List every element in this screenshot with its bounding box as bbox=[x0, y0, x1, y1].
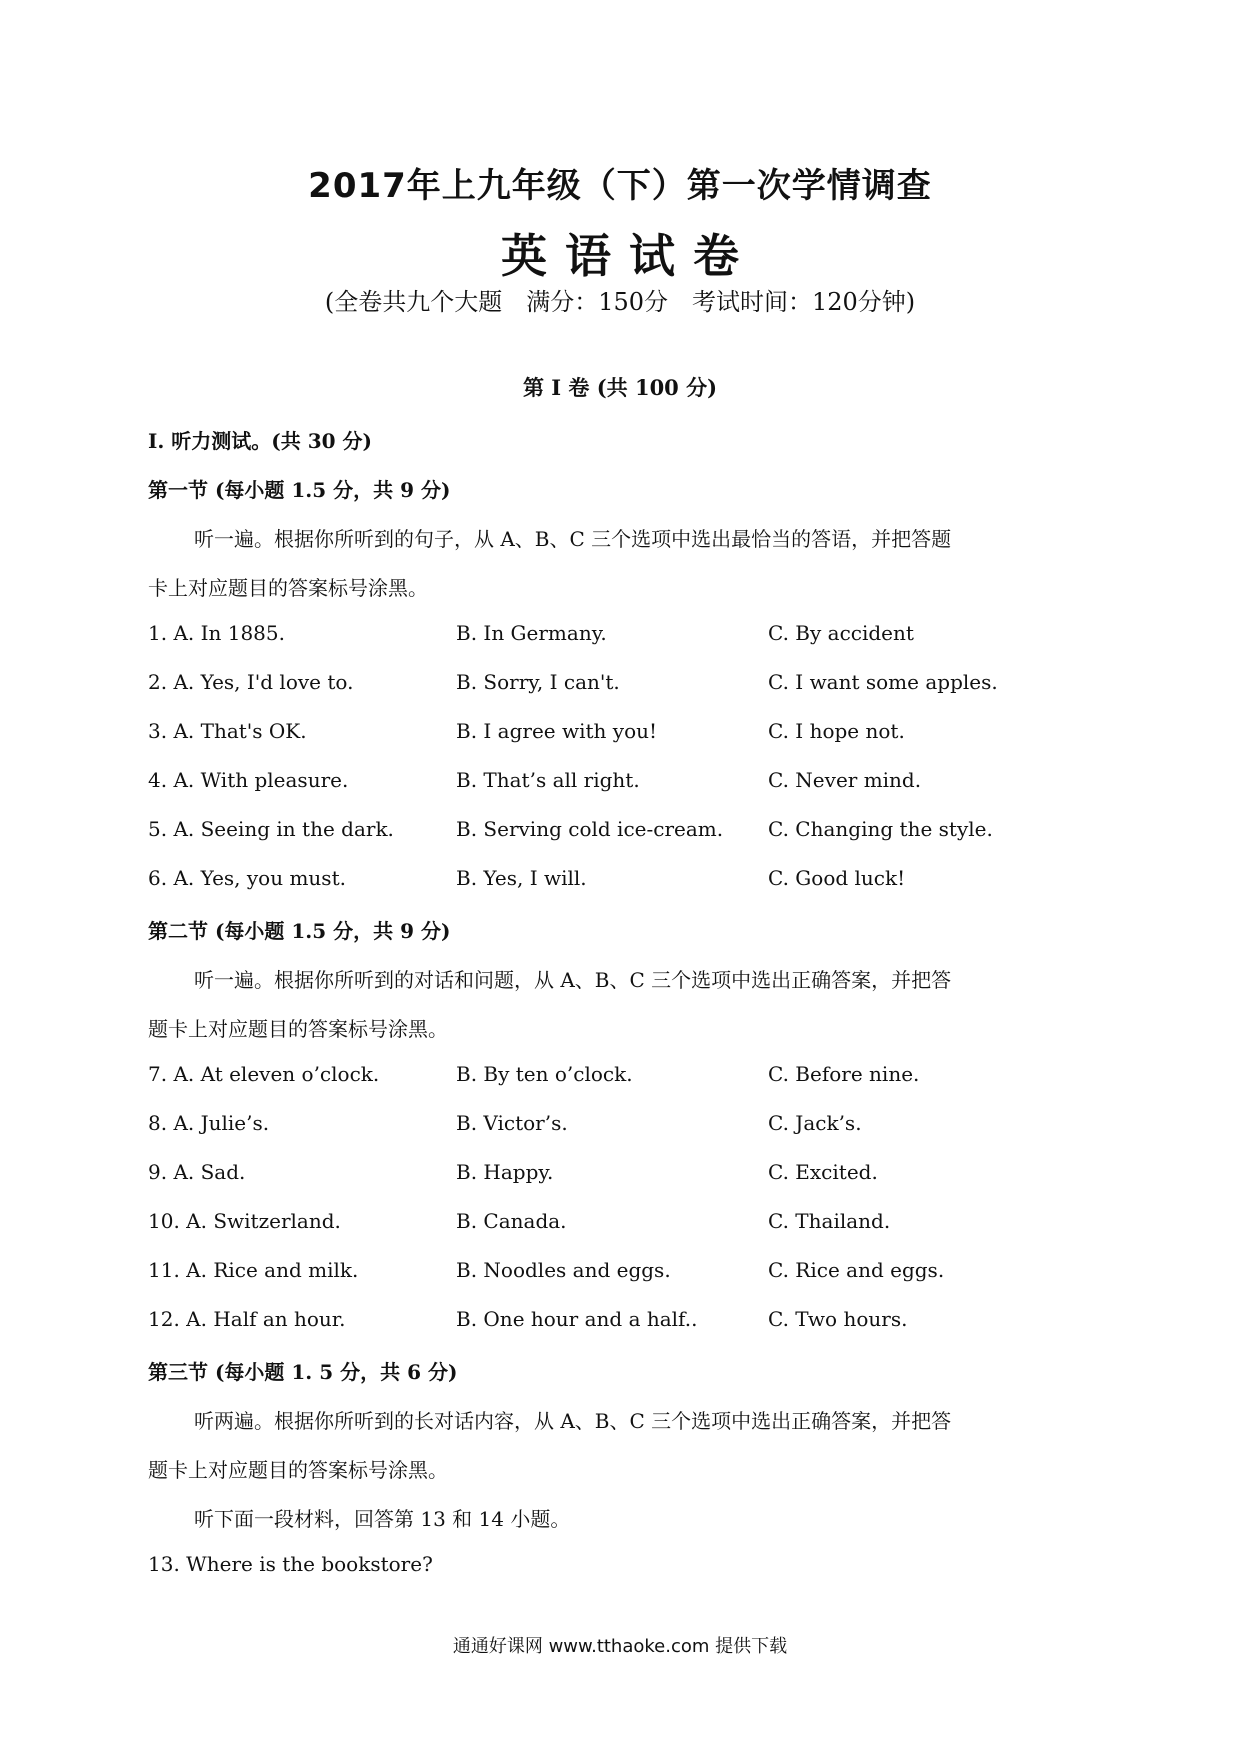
question-row bbox=[148, 1209, 1148, 1237]
option-a: 11. A. Rice and milk. bbox=[148, 1258, 359, 1282]
option-c: C. Changing the style. bbox=[768, 817, 993, 841]
question-row bbox=[148, 1160, 1148, 1188]
option-b: B. Noodles and eggs. bbox=[456, 1258, 671, 1282]
question-row bbox=[148, 817, 1148, 845]
option-a: 5. A. Seeing in the dark. bbox=[148, 817, 394, 841]
option-a: 7. A. At eleven o’clock. bbox=[148, 1062, 380, 1086]
option-b: B. In Germany. bbox=[456, 621, 607, 645]
question-row bbox=[148, 670, 1148, 698]
section2-heading: 第二节 (每小题 1.5 分，共 9 分) bbox=[148, 919, 451, 943]
section2-instruction-cont: 题卡上对应题目的答案标号涂黑。 bbox=[148, 1017, 448, 1041]
option-a: 1. A. In 1885. bbox=[148, 621, 285, 645]
section3-instruction: 听两遍。根据你所听到的长对话内容，从 A、B、C 三个选项中选出正确答案，并把答 bbox=[194, 1409, 952, 1433]
option-c: C. Excited. bbox=[768, 1160, 878, 1184]
section1-instruction-cont: 卡上对应题目的答案标号涂黑。 bbox=[148, 576, 428, 600]
option-a: 2. A. Yes, I'd love to. bbox=[148, 670, 354, 694]
option-a: 9. A. Sad. bbox=[148, 1160, 246, 1184]
option-c: C. Jack’s. bbox=[768, 1111, 862, 1135]
section2-instruction: 听一遍。根据你所听到的对话和问题，从 A、B、C 三个选项中选出正确答案，并把答 bbox=[194, 968, 952, 992]
option-b: B. One hour and a half.. bbox=[456, 1307, 698, 1331]
question-row bbox=[148, 719, 1148, 747]
option-c: C. Thailand. bbox=[768, 1209, 891, 1233]
section3-instruction-cont: 题卡上对应题目的答案标号涂黑。 bbox=[148, 1458, 448, 1482]
option-c: C. I want some apples. bbox=[768, 670, 998, 694]
question-row bbox=[148, 1062, 1148, 1090]
section3-material-note: 听下面一段材料，回答第 13 和 14 小题。 bbox=[194, 1507, 571, 1531]
option-a: 4. A. With pleasure. bbox=[148, 768, 349, 792]
option-a: 3. A. That's OK. bbox=[148, 719, 307, 743]
part-one-heading: I. 听力测试。(共 30 分) bbox=[148, 429, 372, 453]
option-b: B. Victor’s. bbox=[456, 1111, 568, 1135]
question-row bbox=[148, 1111, 1148, 1139]
option-b: B. I agree with you! bbox=[456, 719, 658, 743]
question-row bbox=[148, 1307, 1148, 1335]
volume-title: 第 I 卷 (共 100 分) bbox=[522, 375, 718, 400]
option-c: C. I hope not. bbox=[768, 719, 905, 743]
question-row bbox=[148, 768, 1148, 796]
subject-title: 英语试卷 bbox=[501, 229, 757, 283]
question-13: 13. Where is the bookstore? bbox=[148, 1552, 433, 1576]
section1-instruction: 听一遍。根据你所听到的句子，从 A、B、C 三个选项中选出最恰当的答语，并把答题 bbox=[194, 527, 952, 551]
question-row bbox=[148, 621, 1148, 649]
option-a: 10. A. Switzerland. bbox=[148, 1209, 341, 1233]
option-c: C. Two hours. bbox=[768, 1307, 908, 1331]
question-row bbox=[148, 866, 1148, 894]
option-b: B. Yes, I will. bbox=[456, 866, 587, 890]
option-b: B. That’s all right. bbox=[456, 768, 640, 792]
option-b: B. Serving cold ice-cream. bbox=[456, 817, 724, 841]
question-row bbox=[148, 1258, 1148, 1286]
option-c: C. Good luck! bbox=[768, 866, 906, 890]
footer-watermark: 通通好课网 www.tthaoke.com 提供下载 bbox=[452, 1636, 788, 1657]
option-c: C. Never mind. bbox=[768, 768, 922, 792]
option-a: 12. A. Half an hour. bbox=[148, 1307, 346, 1331]
option-a: 8. A. Julie’s. bbox=[148, 1111, 270, 1135]
section1-heading: 第一节 (每小题 1.5 分，共 9 分) bbox=[148, 478, 451, 502]
option-c: C. Rice and eggs. bbox=[768, 1258, 945, 1282]
option-c: C. By accident bbox=[768, 621, 914, 645]
option-b: B. By ten o’clock. bbox=[456, 1062, 633, 1086]
section3-heading: 第三节 (每小题 1. 5 分，共 6 分) bbox=[148, 1360, 458, 1384]
exam-title: 2017年上九年级（下）第一次学情调查 bbox=[308, 166, 932, 206]
option-b: B. Happy. bbox=[456, 1160, 554, 1184]
option-b: B. Sorry, I can't. bbox=[456, 670, 620, 694]
option-c: C. Before nine. bbox=[768, 1062, 920, 1086]
exam-info: (全卷共九个大题 满分：150分 考试时间：120分钟) bbox=[324, 288, 916, 316]
option-a: 6. A. Yes, you must. bbox=[148, 866, 346, 890]
option-b: B. Canada. bbox=[456, 1209, 567, 1233]
